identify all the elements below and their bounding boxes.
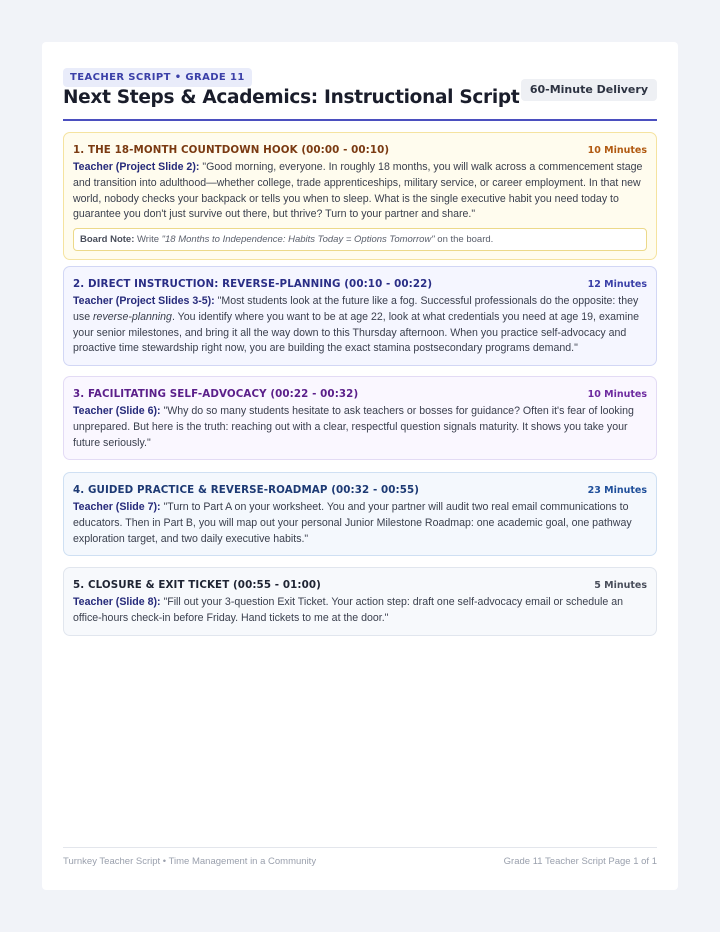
board-note-quote: "18 Months to Independence: Habits Today = Options Tomorrow": [161, 234, 435, 246]
board-note-pre: Write: [134, 234, 162, 246]
script-text: "Turn to Part A on your worksheet. You and your partner will audit two real email communications to educators. Then in Part B, you will map out your personal Junior Milestone Roadmap: one academic goal, one pathway exploration target, and two daily executive habits.": [73, 501, 632, 545]
speaker-label: Teacher (Project Slide 2):: [73, 161, 200, 173]
section-direct-instruction: [63, 266, 657, 366]
eyebrow-badge: TEACHER SCRIPT • GRADE 11: [63, 68, 252, 87]
script-text-a: "Most students look at the future like a fog. Successful professionals do the opposite: they use: [73, 295, 639, 323]
section-self-advocacy: [63, 376, 657, 460]
section-guided-practice: [63, 472, 657, 556]
section-title: 5. CLOSURE & EXIT TICKET (00:55 - 01:00): [73, 579, 321, 591]
section-title: 4. GUIDED PRACTICE & REVERSE-ROADMAP (00:32 - 00:55): [73, 484, 420, 496]
script-page: [42, 42, 678, 890]
section-title: 1. THE 18-MONTH COUNTDOWN HOOK (00:00 - 00:10): [73, 144, 390, 156]
script-text: "Why do so many students hesitate to ask teachers or bosses for guidance? Often it's fear of looking unprepared. But here is the truth: reaching out with a clear, respectful question signals maturity. It shows you take your future seriously.": [73, 405, 634, 449]
page-title: Next Steps & Academics: Instructional Script: [63, 87, 520, 108]
script-emphasis: reverse-planning: [93, 310, 172, 323]
speaker-label: Teacher (Project Slides 3-5):: [73, 295, 215, 307]
board-note-label: Board Note:: [80, 234, 135, 246]
section-script: [73, 160, 647, 223]
section-header: [73, 142, 647, 159]
board-note: [73, 228, 647, 251]
section-title: 2. DIRECT INSTRUCTION: REVERSE-PLANNING (00:10 - 00:22): [73, 278, 433, 290]
section-closure: [63, 567, 657, 636]
section-script: [73, 294, 647, 357]
script-text: "Good morning, everyone. In roughly 18 months, you will walk across a commencement stage and transition into adulthood—whether college, trade apprenticeships, military service, or career employment. In that new world, nobody checks your backpack or tells you when to sleep. What is the single executive habit you need today to guarantee you don't just survive out there, but thrive? Turn to your partner and share.": [73, 161, 643, 221]
footer-page-number: Grade 11 Teacher Script Page 1 of 1: [503, 856, 657, 867]
section-header: [73, 386, 647, 403]
delivery-badge: 60-Minute Delivery: [521, 79, 657, 101]
footer-divider: [63, 847, 657, 848]
section-duration: 10 Minutes: [587, 389, 647, 400]
section-hook: [63, 132, 657, 260]
speaker-label: Teacher (Slide 7):: [73, 501, 161, 513]
section-title: 3. FACILITATING SELF-ADVOCACY (00:22 - 00:32): [73, 388, 359, 400]
section-header: [73, 577, 647, 594]
script-text: "Fill out your 3-question Exit Ticket. Your action step: draft one self-advocacy email or schedule an office-hours check-in before Friday. Hand tickets to me at the door.": [73, 596, 624, 624]
script-text-b: . You identify where you want to be at age 22, look at what credentials you need at age 19, examine your senior milestones, and bring it all the way down to this Thursday afternoon. When you practice self-advocacy and proactive time stewardship right now, you are building the exact stamina postsecondary programs demand.": [73, 310, 639, 355]
header-divider: [63, 119, 657, 121]
section-script: [73, 595, 647, 627]
section-duration: 10 Minutes: [587, 145, 647, 156]
speaker-label: Teacher (Slide 8):: [73, 596, 161, 608]
section-script: [73, 404, 647, 451]
speaker-label: Teacher (Slide 6):: [73, 405, 161, 417]
section-duration: 23 Minutes: [587, 485, 647, 496]
section-header: [73, 276, 647, 293]
section-duration: 12 Minutes: [587, 279, 647, 290]
footer-left: Turnkey Teacher Script • Time Management in a Community: [63, 856, 317, 867]
section-duration: 5 Minutes: [594, 580, 647, 591]
section-script: [73, 500, 647, 547]
section-header: [73, 482, 647, 499]
board-note-post: on the board.: [434, 234, 494, 246]
